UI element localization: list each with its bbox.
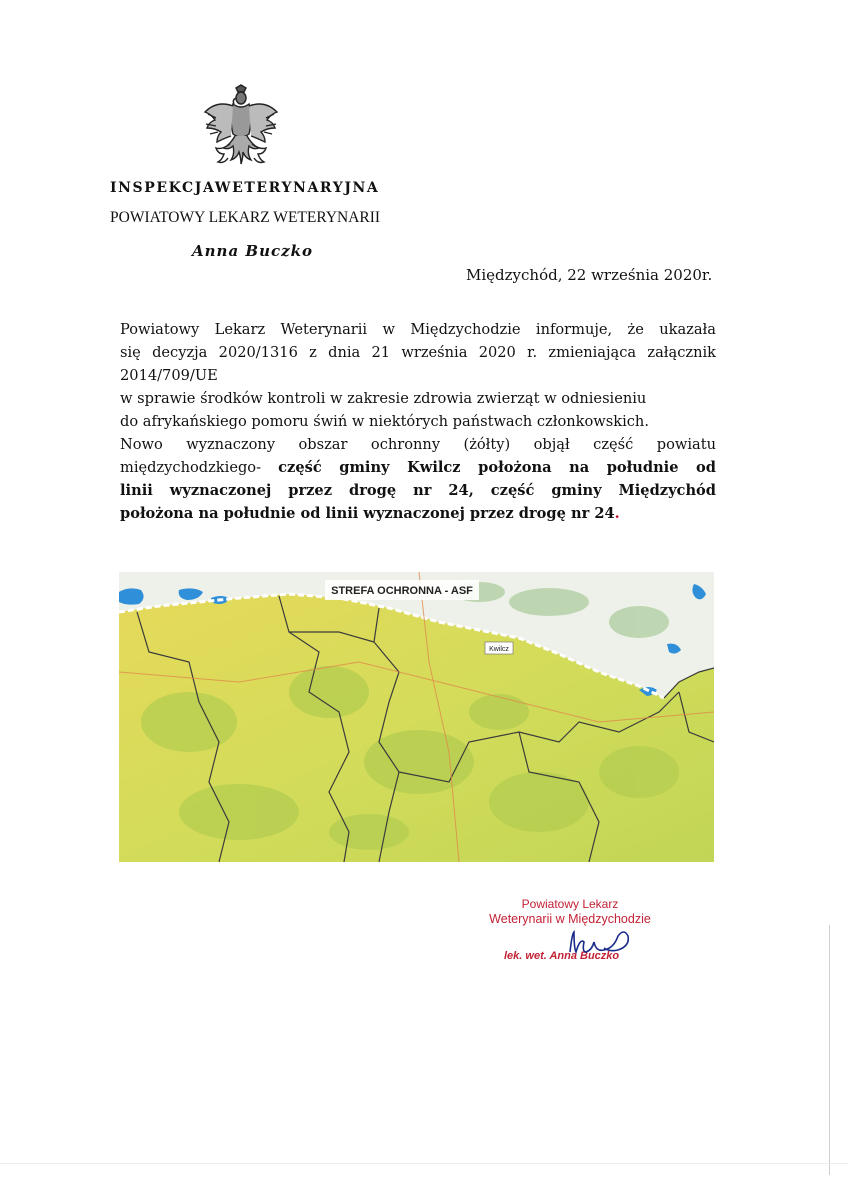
stamp-line: Weterynarii w Międzychodzie bbox=[489, 912, 651, 926]
date-line: Międzychód, 22 września 2020r. bbox=[466, 266, 713, 284]
body-line: się decyzja 2020/1316 z dnia 21 września 2020 r. zmieniająca załącznik bbox=[120, 344, 716, 361]
body-text-end: . bbox=[614, 505, 620, 522]
institution-name: INSPEKCJAWETERYNARYJNA bbox=[110, 180, 380, 196]
signature-icon bbox=[560, 922, 650, 962]
map-title: STREFA OCHRONNA - ASF bbox=[331, 585, 473, 597]
town-label: Kwilcz bbox=[489, 646, 509, 653]
announcement-body bbox=[120, 318, 716, 525]
stamp-line: Powiatowy Lekarz bbox=[521, 897, 619, 911]
body-line bbox=[120, 456, 716, 479]
officer-name: Anna Buczko bbox=[192, 242, 314, 260]
body-line: w sprawie środków kontroli w zakresie zdrowia zwierząt w odniesieniu bbox=[120, 390, 647, 407]
body-line-bold: linii wyznaczonej przez drogę nr 24, część gminy Międzychód bbox=[120, 482, 716, 499]
polish-white-eagle-emblem-icon bbox=[200, 84, 282, 174]
protection-zone-map bbox=[119, 572, 714, 862]
body-line bbox=[120, 502, 716, 525]
body-line: 2014/709/UE bbox=[120, 367, 218, 384]
scan-edge-line bbox=[829, 925, 830, 1175]
body-line: do afrykańskiego pomoru świń w niektórych państwach członkowskich. bbox=[120, 413, 649, 430]
scan-bottom-line bbox=[0, 1163, 848, 1164]
handwritten-signature bbox=[560, 922, 650, 967]
body-text-bold: położona na południe od linii wyznaczonej przez drogę nr 24 bbox=[120, 505, 615, 522]
stamp-signer: lek. wet. Anna Buczko bbox=[504, 950, 620, 962]
body-line: Powiatowy Lekarz Weterynarii w Międzychodzie informuje, że ukazała bbox=[120, 321, 716, 338]
emblem bbox=[200, 84, 282, 174]
body-line: Nowo wyznaczony obszar ochronny (żółty) objął część powiatu bbox=[120, 436, 716, 453]
map-graphic bbox=[119, 572, 714, 862]
body-text-bold: część gminy Kwilcz położona na południe od bbox=[278, 459, 716, 476]
body-text: międzychodzkiego- bbox=[120, 459, 262, 476]
officer-role: POWIATOWY LEKARZ WETERYNARII bbox=[110, 209, 381, 226]
